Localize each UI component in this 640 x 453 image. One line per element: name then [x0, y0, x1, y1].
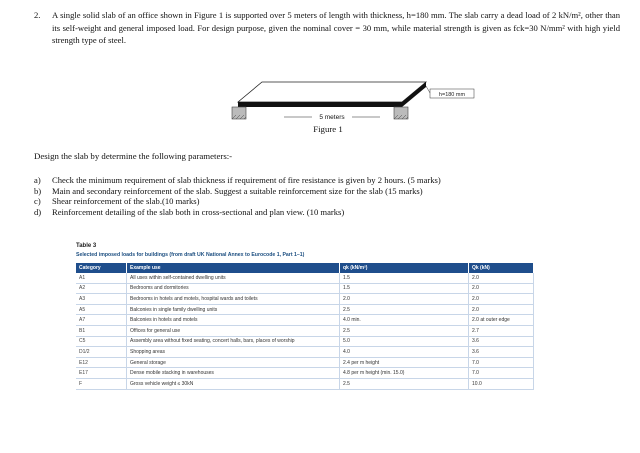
cell-qk: 2.4 per m height — [340, 357, 469, 368]
header-example-use: Example use — [127, 263, 340, 273]
cell-qk: 2.5 — [340, 304, 469, 315]
table-row — [76, 304, 534, 315]
cell-Qk: 7.0 — [469, 357, 534, 368]
cell-qk: 2.0 — [340, 294, 469, 305]
table-title: Table 3 — [76, 243, 97, 249]
question-number: 2. — [34, 10, 41, 20]
cell-Qk: 3.6 — [469, 347, 534, 358]
table-row — [76, 325, 534, 336]
part-b: b) Main and secondary reinforcement of the slab. Suggest a suitable reinforcement size for the slab (15 marks) — [34, 185, 423, 196]
table-row — [76, 336, 534, 347]
cell-category: B1 — [76, 325, 127, 336]
figure-caption: Figure 1 — [313, 124, 343, 134]
table-row — [76, 368, 534, 379]
cell-example-use: Gross vehicle weight ≤ 30kN — [127, 378, 340, 389]
cell-Qk: 2.0 — [469, 304, 534, 315]
thickness-leader — [426, 86, 430, 93]
cell-qk: 4.0 min. — [340, 315, 469, 326]
header-qk: qk (kN/m²) — [340, 263, 469, 273]
cell-example-use: Balconies in single family dwelling units — [127, 304, 340, 315]
cell-example-use: Bedrooms in hotels and motels, hospital wards and toilets — [127, 294, 340, 305]
cell-qk: 1.5 — [340, 273, 469, 283]
header-Qk: Qk (kN) — [469, 263, 534, 273]
cell-example-use: Shopping areas — [127, 347, 340, 358]
part-a: a) Check the minimum requirement of slab thickness if requirement of fire resistance is given by 2 hours. (5 marks) — [34, 175, 441, 185]
slab-top-face — [238, 82, 426, 102]
table-row — [76, 283, 534, 294]
cell-qk: 4.0 — [340, 347, 469, 358]
cell-category: C5 — [76, 336, 127, 347]
cell-category: F — [76, 378, 127, 389]
cell-Qk: 7.0 — [469, 368, 534, 379]
part-d: d) Reinforcement detailing of the slab both in cross-sectional and plan view. (10 marks) — [34, 206, 345, 217]
table-row — [76, 357, 534, 368]
cell-Qk: 2.7 — [469, 325, 534, 336]
span-dimension — [222, 110, 482, 124]
part-c: c) Shear reinforcement of the slab.(10 marks) — [34, 196, 200, 206]
cell-example-use: General storage — [127, 357, 340, 368]
cell-example-use: Bedrooms and dormitories — [127, 283, 340, 294]
table-header-row — [76, 263, 534, 273]
cell-category: E12 — [76, 357, 127, 368]
cell-Qk: 2.0 — [469, 273, 534, 283]
parts-list — [34, 175, 441, 217]
table-row — [76, 347, 534, 358]
cell-qk: 2.5 — [340, 378, 469, 389]
cell-Qk: 2.0 — [469, 283, 534, 294]
table-row — [76, 273, 534, 283]
cell-category: D1/2 — [76, 347, 127, 358]
cell-qk: 4.8 per m height (min. 15.0) — [340, 368, 469, 379]
slab-front-face — [238, 102, 402, 107]
thickness-label: h=180 mm — [438, 92, 466, 98]
imposed-loads-table — [76, 263, 534, 390]
cell-qk: 1.5 — [340, 283, 469, 294]
question-text: A single solid slab of an office shown in Figure 1 is supported over 5 meters of length with thickness, h=180 mm. The slab carry a dead load of 2 kN/m², other than its self-weight and general imposed load. For design purpose, given the nominal cover = 30 mm, while material strength is given as fck=30 N/mm² with high yield strength type of steel. — [52, 10, 620, 45]
cell-category: A7 — [76, 315, 127, 326]
span-label: 5 meters — [319, 114, 345, 121]
table-row — [76, 294, 534, 305]
cell-category: A3 — [76, 294, 127, 305]
cell-Qk: 10.0 — [469, 378, 534, 389]
table-body — [76, 273, 534, 389]
cell-Qk: 2.0 at outer edge — [469, 315, 534, 326]
cell-example-use: Assembly area without fixed seating, concert halls, bars, places of worship — [127, 336, 340, 347]
cell-category: A1 — [76, 273, 127, 283]
cell-category: A5 — [76, 304, 127, 315]
table-row — [76, 315, 534, 326]
cell-category: A2 — [76, 283, 127, 294]
cell-Qk: 3.6 — [469, 336, 534, 347]
cell-example-use: Balconies in hotels and motels — [127, 315, 340, 326]
cell-category: E17 — [76, 368, 127, 379]
cell-example-use: Offices for general use — [127, 325, 340, 336]
header-category: Category — [76, 263, 127, 273]
cell-example-use: Dense mobile stacking in warehouses — [127, 368, 340, 379]
cell-qk: 5.0 — [340, 336, 469, 347]
cell-qk: 2.5 — [340, 325, 469, 336]
table-subtitle: Selected imposed loads for buildings (from draft UK National Annex to Eurocode 1, Part 1–1) — [76, 252, 305, 258]
table-row — [76, 378, 534, 389]
cell-Qk: 2.0 — [469, 294, 534, 305]
design-intro: Design the slab by determine the following parameters:- — [34, 151, 233, 161]
cell-example-use: All uses within self-contained dwelling units — [127, 273, 340, 283]
